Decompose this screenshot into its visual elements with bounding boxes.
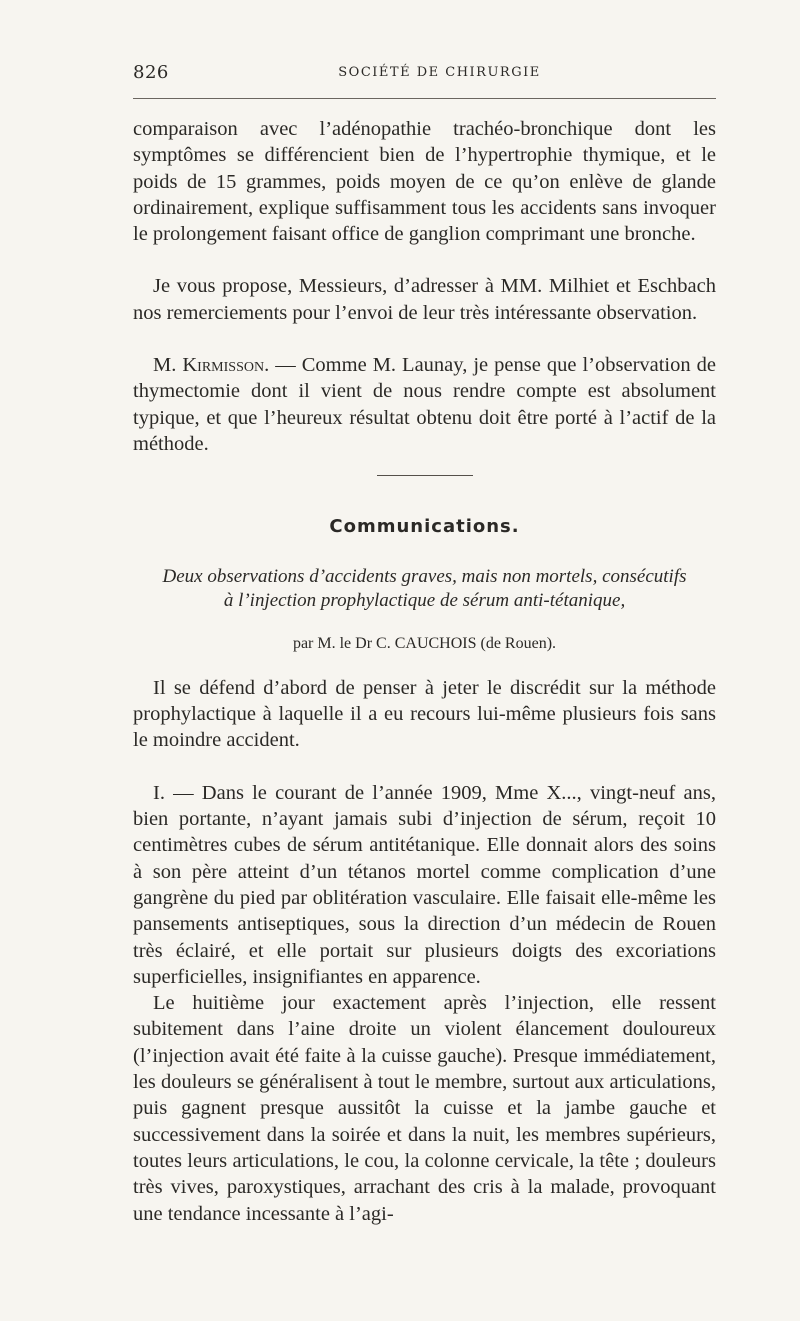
paragraph-case-one-continued: Le huitième jour exactement après l’injection, elle ressent subitement dans l’aine droite un violent élancement douloureux (l’injection avait été faite à la cuisse gauche). Presque immédiatement, les douleurs se généralisent à tout le membre, surtout aux articulations, puis gagnent presque aussitôt la cuisse et la jambe gauche et successivement dans la soirée et dans la nuit, les membres supérieurs, toutes leurs articulations, le cou, la colonne cervicale, la tête ; douleurs très vives, paroxystiques, arrachant des cris à la malade, provoquant une tendance incessante à l’agi- xyxy=(133,992,716,1225)
body-text xyxy=(133,116,716,1227)
section-heading: Communications. xyxy=(329,516,520,538)
paragraph-kirmisson xyxy=(133,352,716,457)
paragraph-continuation: comparaison avec l’adénopathie trachéo-bronchique dont les symptômes se différencient bien de l’hypertrophie thymique, et le poids de 15 grammes, poids moyen de ce qu’on enlève de glande ordinairement, explique suffisamment tous les accidents sans invoquer le prolongement faisant office de ganglion comprimant une bronche. xyxy=(133,118,716,246)
running-title: SOCIÉTÉ DE CHIRURGIE xyxy=(338,65,541,80)
paragraph-proposal: Je vous propose, Messieurs, d’adresser à MM. Milhiet et Eschbach nos remerciements pour l’envoi de leur très intéressante observation. xyxy=(133,275,716,324)
section-divider xyxy=(377,475,473,476)
speaker-remark: — Comme M. Launay, je pense que l’observation de thymectomie dont il vient de nous rendre compte est absolument typique, et que l’heureux résultat obtenu doit être porté à l’actif de la méthode. xyxy=(133,354,717,455)
article-byline: par M. le Dr C. CAUCHOIS (de Rouen). xyxy=(292,634,557,652)
article-title-line-2: à l’injection prophylactique de sérum anti-tétanique, xyxy=(223,589,626,611)
paragraph-case-one: I. — Dans le courant de l’année 1909, Mme X..., vingt-neuf ans, bien portante, n’ayant jamais subi d’injection de sérum, reçoit 10 centimètres cubes de sérum antitétanique. Elle donnait alors des soins à son père atteint d’un tétanos mortel comme complication d’une gangrène du pied par oblitération vasculaire. Elle faisait elle-même les pansements antiseptiques, sous la direction d’un médecin de Rouen très éclairé, et elle portait sur plusieurs doigts des excoriations superficielles, insignifiantes en apparence. xyxy=(133,781,716,988)
speaker-name: M. Kirmisson. xyxy=(153,354,270,377)
page-number: 826 xyxy=(133,62,169,83)
page-header xyxy=(133,62,716,88)
paragraph-disclaimer: Il se défend d’abord de penser à jeter le discrédit sur la méthode prophylactique à laquelle il a eu recours lui-même plusieurs fois sans le moindre accident. xyxy=(133,676,716,752)
header-rule xyxy=(133,98,716,99)
article-title-line-1: Deux observations d’accidents graves, mais non mortels, consécutifs xyxy=(162,565,687,587)
article-title xyxy=(133,565,716,613)
